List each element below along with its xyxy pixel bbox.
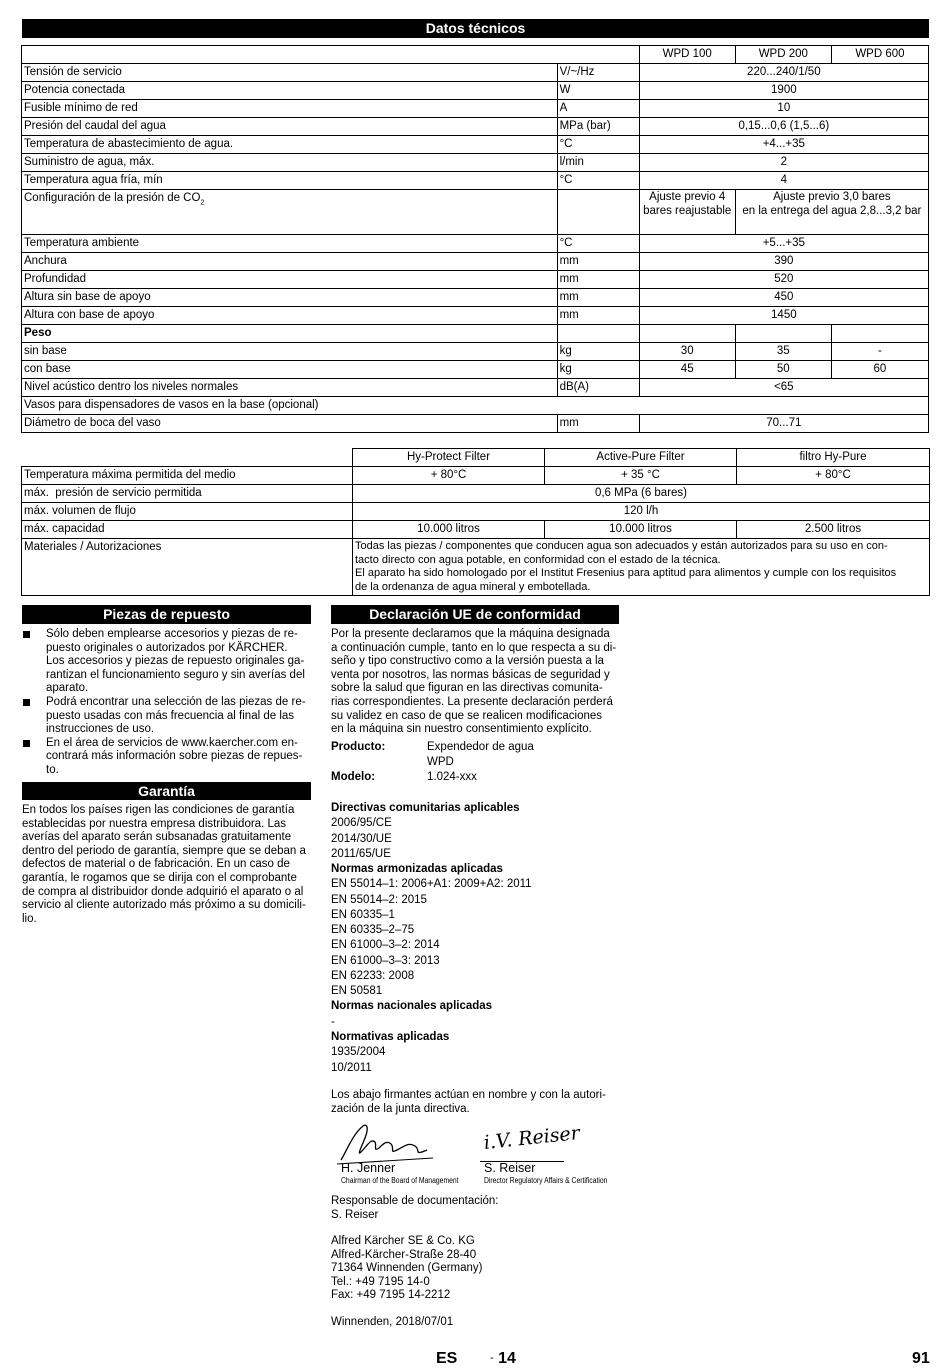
text-line: sobre la salud que figuran en las directivas comunita-: [331, 682, 603, 695]
footer-page-number: 14: [498, 1350, 516, 1367]
row-unit: °C: [557, 235, 639, 253]
row-label: Temperatura máxima permitida del medio: [22, 467, 353, 485]
warranty-text: [22, 804, 314, 926]
text-line: zación de la junta directiva.: [331, 1102, 470, 1115]
text-line: establecidas por nuestra empresa distribuidora. Las: [22, 817, 287, 830]
text-line: garantía, le rogamos que se dirija con el comprobante: [22, 871, 297, 884]
text-line: Alfred Kärcher SE & Co. KG: [331, 1235, 475, 1247]
text-line: Fax: +49 7195 14-2212: [331, 1289, 451, 1302]
row-label: Suministro de agua, máx.: [22, 154, 558, 172]
signature-reiser: [483, 1122, 580, 1154]
table-row: [22, 82, 929, 100]
warranty-title: Garantía: [138, 783, 195, 799]
row-value: [735, 190, 928, 235]
text-line: EN 61000–3–3: 2013: [331, 954, 440, 967]
text-line: EN 55014–1: 2006+A1: 2009+A2: 2011: [331, 878, 532, 891]
text-line: EN 50581: [331, 985, 383, 998]
row-label: Altura con base de apoyo: [22, 307, 558, 325]
table-row: [22, 467, 930, 485]
filter-header: Active-Pure Filter: [545, 449, 737, 467]
text-line: puesto usadas con más frecuencia al final de las: [46, 709, 295, 722]
text-line: Winnenden, 2018/07/01: [331, 1316, 454, 1328]
text-line: rantizan el funcionamiento seguro y sin averías del: [46, 668, 305, 681]
row-label: Vasos para dispensadores de vasos en la base (opcional): [22, 397, 929, 415]
signer-name: S. Reiser: [484, 1161, 536, 1175]
row-unit: mm: [557, 307, 639, 325]
row-value: <65: [639, 379, 928, 397]
row-unit: mm: [557, 253, 639, 271]
row-value: 10: [639, 100, 928, 118]
text-line: en la máquina sin nuestro consentimiento explícito.: [331, 723, 592, 736]
row-label: sin base: [22, 343, 558, 361]
row-label: con base: [22, 361, 558, 379]
row-label: Altura sin base de apoyo: [22, 289, 558, 307]
row-value: 10.000 litros: [353, 521, 545, 539]
row-label: máx. presión de servicio permitida: [22, 485, 353, 503]
text-line: Tel.: +49 7195 14-0: [331, 1275, 430, 1288]
materials-line: El aparato ha sido homologado por el Institut Fresenius para aptitud para alimentos y cumple con los requisitos: [355, 567, 897, 580]
table-row: [22, 539, 930, 596]
row-value: 30: [639, 343, 735, 361]
text-line: 10/2011: [331, 1061, 372, 1074]
directives-title: Directivas comunitarias aplicables: [331, 802, 520, 814]
signer-reiser: [484, 1161, 624, 1187]
place-date: [331, 1316, 623, 1330]
text-line: seño y tipo constructivo como a la versión puesta a la: [331, 655, 604, 668]
row-value: + 35 °C: [545, 467, 737, 485]
table-row: [22, 521, 930, 539]
row-label: máx. capacidad: [22, 521, 353, 539]
doc-responsible: [331, 1195, 623, 1222]
row-value: 10.000 litros: [545, 521, 737, 539]
text-line: su validez en caso de que se realicen modificaciones: [331, 709, 603, 722]
text-line: contrará más información sobre piezas de repues-: [46, 750, 303, 763]
text-line: En todos los países rigen las condiciones de garantía: [22, 804, 295, 816]
table-row: [22, 361, 929, 379]
materials-line: de la ordenanza de agua mineral y embotellada.: [355, 580, 591, 593]
table-row: [22, 503, 930, 521]
list-item: [22, 696, 314, 737]
table-row: [22, 289, 929, 307]
row-label: Materiales / Autorizaciones: [22, 539, 353, 596]
row-unit: kg: [557, 343, 639, 361]
tech-data-title-bar: [22, 19, 929, 38]
table-row: [22, 64, 929, 82]
filter-header: Hy-Protect Filter: [353, 449, 545, 467]
table-row: [22, 397, 929, 415]
text-line: rias correspondientes. La presente declaración perderá: [331, 695, 613, 708]
footer-global-page: 91: [912, 1350, 930, 1367]
row-label: Peso: [22, 325, 558, 343]
row-value: 60: [831, 361, 928, 379]
row-label: Diámetro de boca del vaso: [22, 415, 558, 433]
product-label: Producto:: [331, 741, 386, 753]
company-address: [331, 1235, 623, 1303]
tech-data-title: Datos técnicos: [425, 20, 526, 36]
text-line: EN 61000–3–2: 2014: [331, 939, 440, 952]
materials-line: tacto directo con agua potable, en conformidad con el estado de la técnica.: [355, 553, 721, 566]
table-row: [22, 379, 929, 397]
product-info: [331, 740, 623, 786]
warranty-title-bar: [22, 782, 311, 800]
row-label: Temperatura de abastecimiento de agua.: [22, 136, 558, 154]
row-unit: mm: [557, 289, 639, 307]
table-row: [22, 235, 929, 253]
model-header: WPD 600: [831, 46, 928, 64]
row-value: -: [831, 343, 928, 361]
row-unit: °C: [557, 136, 639, 154]
product-row: [331, 740, 623, 770]
row-value: 70...71: [639, 415, 928, 433]
table-row: [22, 46, 929, 64]
product-value: [427, 740, 534, 770]
declaration-intro: [331, 628, 623, 737]
row-label: Temperatura ambiente: [22, 235, 558, 253]
row-value: 4: [639, 172, 928, 190]
text-line: EN 55014–2: 2015: [331, 893, 427, 906]
row-value: + 80°C: [737, 467, 930, 485]
spare-parts-list: [22, 628, 314, 778]
row-unit: mm: [557, 415, 639, 433]
row-label: Presión del caudal del agua: [22, 118, 558, 136]
text-line: Por la presente declaramos que la máquina designada: [331, 628, 610, 640]
table-row: [22, 485, 930, 503]
text-line: 71364 Winnenden (Germany): [331, 1262, 483, 1275]
text-line: lio.: [22, 912, 37, 925]
text-line: WPD: [427, 756, 454, 769]
row-label: [22, 190, 558, 235]
text-line: Alfred-Kärcher-Straße 28-40: [331, 1248, 477, 1261]
text-line: 1935/2004: [331, 1046, 386, 1059]
table-row: [22, 136, 929, 154]
row-value: Ajuste previo 4 bares reajustable: [639, 190, 735, 235]
text-line: Podrá encontrar una selección de las piezas de re-: [46, 695, 306, 708]
row-value: 50: [735, 361, 831, 379]
text-line: Expendedor de agua: [427, 741, 534, 753]
row-value: 450: [639, 289, 928, 307]
text-line: instrucciones de uso.: [46, 723, 155, 736]
footer-language: ES: [436, 1350, 458, 1367]
co2-value-line: en la entrega del agua 2,8...3,2 bar: [742, 204, 922, 217]
table-row: [22, 190, 929, 235]
text-line: 2014/30/UE: [331, 832, 392, 845]
row-value: 0,6 MPa (6 bares): [353, 485, 930, 503]
text-line: a continuación cumple, tanto en lo que respecta a su di-: [331, 641, 617, 654]
table-row: [22, 271, 929, 289]
row-unit: °C: [557, 172, 639, 190]
row-label: Tensión de servicio: [22, 64, 558, 82]
row-label: Nivel acústico dentro los niveles normales: [22, 379, 558, 397]
text-line: S. Reiser: [331, 1208, 379, 1221]
row-unit: MPa (bar): [557, 118, 639, 136]
row-label: Anchura: [22, 253, 558, 271]
text-line: Los accesorios y piezas de repuesto originales ga-: [46, 655, 305, 668]
co2-subscript: 2: [200, 199, 205, 207]
model-row: [331, 770, 623, 785]
signers-intro: [331, 1089, 623, 1116]
table-row: [22, 343, 929, 361]
text-line: 2011/65/UE: [331, 847, 391, 860]
materials-line: Todas las piezas / componentes que conducen agua son adecuados y están autorizados para su uso en con-: [355, 540, 888, 552]
text-line: puesto originales o autorizados por KÄRCHER.: [46, 641, 288, 654]
row-value: 220...240/1/50: [639, 64, 928, 82]
model-value: 1.024-xxx: [427, 771, 477, 784]
text-line: venta por nosotros, las normas básicas de seguridad y: [331, 668, 610, 681]
signature-text: i.V. Reiser: [482, 1122, 581, 1154]
row-value: 1450: [639, 307, 928, 325]
text-line: En el área de servicios de www.kaercher.com en-: [46, 736, 298, 749]
row-unit: kg: [557, 361, 639, 379]
text-line: 2006/95/CE: [331, 817, 392, 830]
row-unit: V/~/Hz: [557, 64, 639, 82]
table-row: [22, 154, 929, 172]
text-line: EN 60335–1: [331, 908, 395, 921]
spare-parts-title: Piezas de repuesto: [103, 606, 230, 622]
row-label: Fusible mínimo de red: [22, 100, 558, 118]
row-unit: l/min: [557, 154, 639, 172]
text-line: dentro del periodo de garantía, siempre que se deban a: [22, 844, 306, 857]
text-line: servicio al cliente autorizado más próximo a su domicili-: [22, 899, 306, 912]
table-row: [22, 253, 929, 271]
row-label: Profundidad: [22, 271, 558, 289]
row-value: + 80°C: [353, 467, 545, 485]
row-unit: W: [557, 82, 639, 100]
table-row: [22, 172, 929, 190]
row-unit: [557, 190, 639, 235]
model-label: Modelo:: [331, 771, 376, 784]
list-item: [22, 737, 314, 778]
row-unit: A: [557, 100, 639, 118]
text-line: -: [331, 1015, 335, 1028]
filter-table: [21, 448, 930, 596]
row-value: 0,15...0,6 (1,5...6): [639, 118, 928, 136]
co2-value-line: Ajuste previo 3,0 bares: [773, 191, 891, 203]
footer-page-prefix: -: [490, 1352, 494, 1364]
row-value: 520: [639, 271, 928, 289]
row-label: Potencia conectada: [22, 82, 558, 100]
tech-data-table: [21, 45, 929, 433]
co2-label: Configuración de la presión de CO: [24, 192, 201, 204]
row-value: 2.500 litros: [737, 521, 930, 539]
table-row: [22, 100, 929, 118]
signature-jenner: [335, 1120, 440, 1166]
text-line: Los abajo firmantes actúan en nombre y con la autori-: [331, 1089, 606, 1101]
row-unit: dB(A): [557, 379, 639, 397]
footer-local-page: [490, 1350, 516, 1368]
table-row: [22, 325, 929, 343]
row-value: 2: [639, 154, 928, 172]
text-line: EN 60335–2–75: [331, 924, 415, 937]
model-header: WPD 200: [735, 46, 831, 64]
table-row: [22, 307, 929, 325]
text-line: defectos de material o de fabricación. En un caso de: [22, 858, 290, 871]
filter-header: filtro Hy-Pure: [737, 449, 930, 467]
row-unit: mm: [557, 271, 639, 289]
harmonized-title: Normas armonizadas aplicadas: [331, 863, 503, 876]
text-line: averías del aparato serán subsanadas gratuitamente: [22, 831, 292, 844]
row-value: 35: [735, 343, 831, 361]
signer-name: H. Jenner: [341, 1161, 396, 1175]
text-line: Sólo deben emplearse accesorios y piezas de re-: [46, 628, 298, 640]
text-line: to.: [46, 763, 59, 776]
signer-title: Director Regulatory Affairs & Certification: [484, 1176, 608, 1185]
regulations-title: Normativas aplicadas: [331, 1030, 450, 1043]
row-value: 390: [639, 253, 928, 271]
table-row: [22, 415, 929, 433]
list-item: [22, 628, 314, 696]
text-line: EN 62233: 2008: [331, 969, 415, 982]
text-line: de compra al distribuidor donde adquirió el aparato o al: [22, 885, 304, 898]
national-title: Normas nacionales aplicadas: [331, 1000, 493, 1013]
standards-list: [331, 801, 623, 1076]
spare-parts-title-bar: [22, 605, 311, 624]
declaration-title-bar: [331, 605, 619, 624]
row-label: Temperatura agua fría, mín: [22, 172, 558, 190]
row-value: +5...+35: [639, 235, 928, 253]
text-line: aparato.: [46, 682, 89, 695]
row-value: 1900: [639, 82, 928, 100]
row-label: máx. volumen de flujo: [22, 503, 353, 521]
signer-jenner: [341, 1161, 481, 1187]
signer-title: Chairman of the Board of Management: [341, 1176, 459, 1185]
row-value: +4...+35: [639, 136, 928, 154]
model-header: WPD 100: [639, 46, 735, 64]
declaration-title: Declaración UE de conformidad: [369, 606, 581, 622]
row-value: 45: [639, 361, 735, 379]
row-value: 120 l/h: [353, 503, 930, 521]
table-row: [22, 118, 929, 136]
text-line: Responsable de documentación:: [331, 1195, 499, 1207]
materials-text: [353, 539, 930, 596]
table-row: [22, 449, 930, 467]
